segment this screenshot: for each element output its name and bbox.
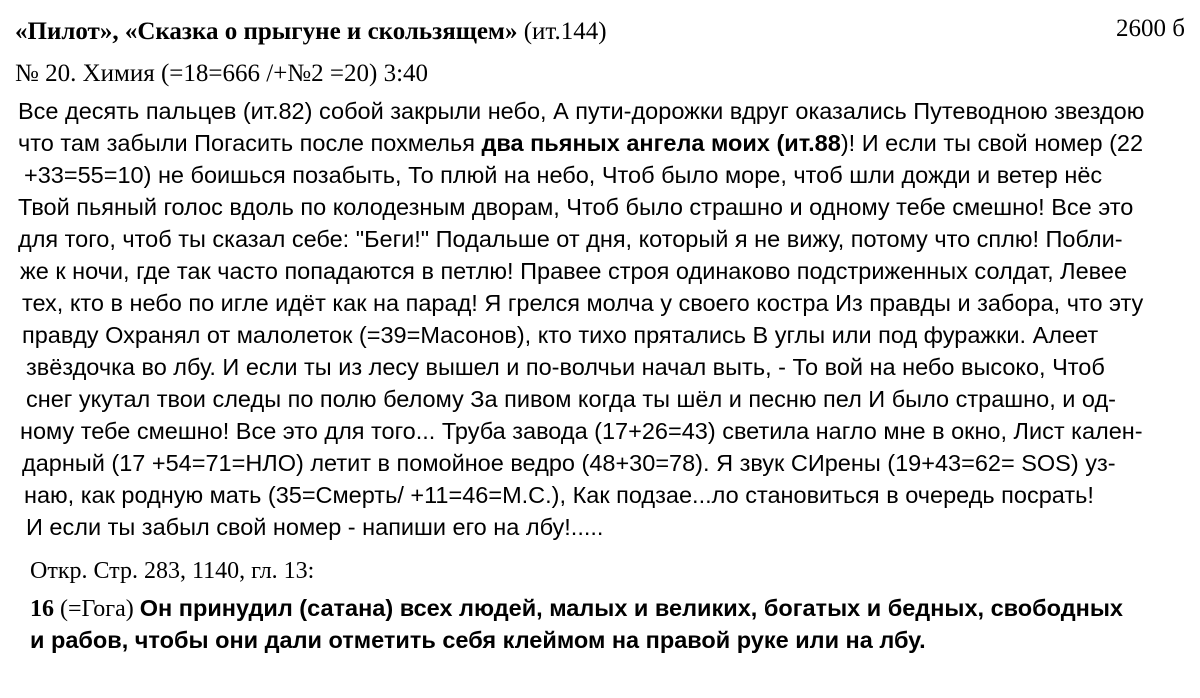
lyric-line: же к ночи, где так часто попадаются в петлю! Правее строя одинаково подстриженных солдат, Левее <box>20 258 1128 284</box>
verse-number: 16 <box>30 596 54 622</box>
lyric-bold-segment: два пьяных ангела моих (ит.88 <box>481 130 841 156</box>
track-subtitle: № 20. Химия (=18=666 /+№2 =20) 3:40 <box>15 60 429 87</box>
lyric-line: И если ты забыл свой номер - напиши его на лбу!..... <box>26 514 604 540</box>
lyric-line <box>18 127 1143 159</box>
lyric-line: +33=55=10) не боишься позабыть, То плюй на небо, Чтоб было море, чтоб шли дожди и ветер нёс <box>24 162 1103 188</box>
lyric-line: Твой пьяный голос вдоль по колодезным дворам, Чтоб было страшно и одному тебе смешно! Все это <box>18 194 1134 220</box>
page-number: 2600 б <box>1116 15 1185 42</box>
lyric-line: дарный (17 +54=71=НЛО) летит в помойное ведро (48+30=78). Я звук СИрены (19+43=62= SOS) уз- <box>22 450 1116 476</box>
lyric-segment: )! И если ты свой номер (22 <box>840 130 1144 156</box>
lyric-line: звёздочка во лбу. И если ты из лесу вышел и по-волчьи начал выть, - То вой на небо высоко, Чтоб <box>26 354 1105 380</box>
verse-text: Он принудил (сатана) всех людей, малых и великих, богатых и бедных, свободных <box>139 595 1123 621</box>
title-bold: «Пилот», «Сказка о прыгуне и скользящем» <box>15 18 518 45</box>
lyric-line: снег укутал твои следы по полю белому За пивом когда ты шёл и песню пел И было страшно, и од- <box>26 386 1117 412</box>
title-rest: (ит.144) <box>517 18 607 45</box>
verse-text: и рабов, чтобы они дали отметить себя клеймом на правой руке или на лбу. <box>30 627 926 653</box>
lyric-line: тех, кто в небо по игле идёт как на парад! Я грелся молча у своего костра Из правды и забора, что эту <box>22 290 1144 316</box>
lyric-line: правду Охранял от малолеток (=39=Масонов), кто тихо прятались В углы или под фуражки. Алеет <box>22 322 1099 348</box>
lyric-segment: что там забыли Погасить после похмелья <box>18 130 482 156</box>
page-title <box>15 17 607 47</box>
bible-reference: Откр. Стр. 283, 1140, гл. 13: <box>30 558 315 584</box>
verse-note: (=Гога) <box>54 596 140 622</box>
lyric-line: наю, как родную мать (35=Смерть/ +11=46=М.С.), Как подзае...ло становиться в очередь посрать! <box>24 482 1094 508</box>
verse-line <box>30 592 1123 625</box>
lyric-line: ному тебе смешно! Все это для того... Труба завода (17+26=43) светила нагло мне в окно, Лист кален- <box>20 418 1143 444</box>
lyric-line: для того, чтоб ты сказал себе: "Беги!" Подальше от дня, который я не вижу, потому что сплю! Побли- <box>18 226 1123 252</box>
lyric-line: Все десять пальцев (ит.82) собой закрыли небо, А пути-дорожки вдруг оказались Путеводною звездою <box>18 98 1145 124</box>
verse-line <box>30 624 926 656</box>
